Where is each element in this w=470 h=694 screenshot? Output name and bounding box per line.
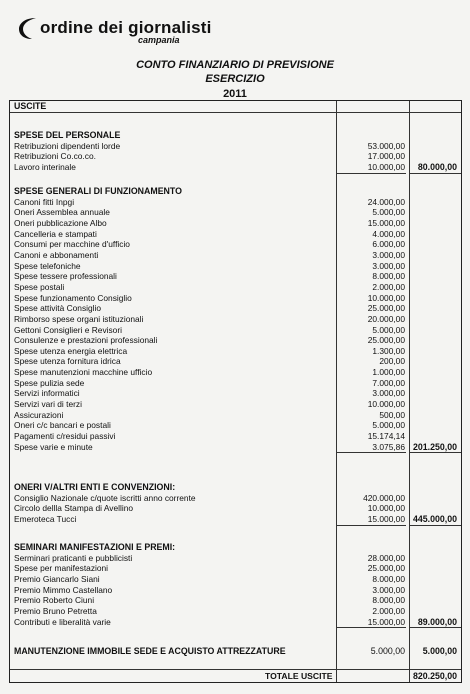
line-item xyxy=(10,420,461,431)
line-item-label: Consulenze e prestazioni professionali xyxy=(14,335,158,346)
line-item-label: Spese funzionamento Consiglio xyxy=(14,292,132,303)
line-item-label: Spese telefoniche xyxy=(14,260,81,271)
line-item-label: Serminari praticanti e pubblicisti xyxy=(14,552,133,563)
line-item-amount: 1.000,00 xyxy=(372,367,405,378)
line-item-label: Servizi vari di terzi xyxy=(14,399,82,409)
line-item xyxy=(10,606,461,617)
section-title-label: ONERI V/ALTRI ENTI E CONVENZIONI: xyxy=(14,482,176,492)
section-total: 5.000,00 xyxy=(422,646,457,656)
line-item-label: Lavoro interinale xyxy=(14,161,76,172)
line-item xyxy=(10,314,461,325)
line-item-amount: 10.000,00 xyxy=(367,503,405,514)
line-item xyxy=(10,325,461,336)
line-item xyxy=(10,261,461,272)
line-item-amount: 28.000,00 xyxy=(367,552,405,563)
grand-total-value: 820.250,00 xyxy=(412,671,457,681)
section-title-label: SPESE GENERALI DI FUNZIONAMENTO xyxy=(14,186,182,196)
line-item xyxy=(10,493,461,504)
line-item-amount: 8.000,00 xyxy=(372,271,405,282)
line-item-amount: 500,00 xyxy=(379,409,405,420)
line-item xyxy=(10,514,461,525)
line-item xyxy=(10,503,461,514)
line-item-amount: 7.000,00 xyxy=(372,377,405,388)
line-item-label: Spese pulizia sede xyxy=(14,377,85,388)
section-title xyxy=(10,130,461,141)
section-title-label: SPESE DEL PERSONALE xyxy=(14,130,121,140)
line-item-label: Spese per manifestazioni xyxy=(14,563,109,574)
line-item-label: Premio Mimmo Castellano xyxy=(14,584,113,595)
line-item-label: Rimborso spese organi istituzionali xyxy=(14,313,144,324)
grand-total-label: TOTALE USCITE xyxy=(265,671,333,681)
line-item xyxy=(10,218,461,229)
budget-table xyxy=(9,100,462,683)
line-item-amount: 200,00 xyxy=(379,356,405,367)
line-item-amount: 420.000,00 xyxy=(363,492,405,503)
line-item xyxy=(10,553,461,564)
line-item xyxy=(10,595,461,606)
line-item-amount: 3.000,00 xyxy=(372,388,405,399)
line-item-label: Consumi per macchine d'ufficio xyxy=(14,239,130,250)
line-item-amount: 8.000,00 xyxy=(372,573,405,584)
line-item-label: Retribuzioni dipendenti lorde xyxy=(14,140,121,151)
section-total: 445.000,00 xyxy=(412,513,457,524)
logo xyxy=(18,8,218,48)
line-item-label: Consiglio Nazionale c/quote iscritti anno corrente xyxy=(14,492,196,503)
line-item-label: Gettoni Consiglieri e Revisori xyxy=(14,324,122,335)
line-item-amount: 2.000,00 xyxy=(372,605,405,616)
line-item-label: Oneri Assemblea annuale xyxy=(14,207,110,218)
logo-title: ordine dei giornalisti xyxy=(40,18,212,37)
line-item-label: Spese utenza energia elettrica xyxy=(14,345,128,356)
line-item-label: Contributi e liberalità varie xyxy=(14,616,111,627)
line-item-amount: 15.000,00 xyxy=(367,513,405,524)
line-item-amount: 4.000,00 xyxy=(372,228,405,239)
line-item xyxy=(10,356,461,367)
document-year: 2011 xyxy=(223,88,247,100)
line-item xyxy=(10,442,461,453)
line-item-label: Spese attività Consiglio xyxy=(14,303,102,314)
line-item xyxy=(10,239,461,250)
line-item-label: Canoni e abbonamenti xyxy=(14,249,99,260)
line-item-amount: 3.000,00 xyxy=(372,584,405,595)
line-item-label: Emeroteca Tucci xyxy=(14,513,77,524)
line-item-label: Premio Bruno Petretta xyxy=(14,605,97,616)
line-item xyxy=(10,229,461,240)
line-item-label: Spese utenza fornitura idrica xyxy=(14,356,121,367)
line-item-label: Spese varie e minute xyxy=(14,441,93,452)
line-item-label: Assicurazioni xyxy=(14,409,64,420)
line-item xyxy=(10,399,461,410)
header-divider xyxy=(10,112,461,113)
line-item-label: Spese postali xyxy=(14,281,65,292)
section-title xyxy=(10,482,461,493)
line-item-amount: 10.000,00 xyxy=(367,292,405,303)
line-item-label: Spese tessere professionali xyxy=(14,271,117,282)
line-item-amount: 10.000,00 xyxy=(367,161,405,172)
line-item-amount: 25.000,00 xyxy=(367,303,405,314)
line-item-label: Premio Roberto Ciuni xyxy=(14,595,95,606)
line-item xyxy=(10,162,461,173)
line-item xyxy=(10,293,461,304)
section-title-label: SEMINARI MANIFESTAZIONI E PREMI: xyxy=(14,542,176,552)
section-amount: 5.000,00 xyxy=(370,646,405,656)
line-item xyxy=(10,431,461,442)
line-item-label: Circolo dellla Stampa di Avellino xyxy=(14,503,134,514)
section-title-label: MANUTENZIONE IMMOBILE SEDE E ACQUISTO ATTREZZATURE xyxy=(14,646,286,656)
section-title xyxy=(10,542,461,553)
line-item xyxy=(10,367,461,378)
line-item xyxy=(10,585,461,596)
line-item-amount: 15.000,00 xyxy=(367,218,405,228)
uscite-header: USCITE xyxy=(14,101,47,111)
logo-subtitle: campania xyxy=(138,35,180,45)
line-item-label: Servizi informatici xyxy=(14,388,80,399)
line-item xyxy=(10,378,461,389)
line-item-amount: 3.075,86 xyxy=(372,441,405,452)
line-item xyxy=(10,335,461,346)
line-item-amount: 6.000,00 xyxy=(372,239,405,250)
line-item xyxy=(10,151,461,162)
logo-swoosh-icon xyxy=(18,16,40,40)
line-item-amount: 25.000,00 xyxy=(367,335,405,346)
document-subtitle: ESERCIZIO xyxy=(205,73,265,85)
section-total: 89.000,00 xyxy=(417,616,457,627)
line-item-amount: 20.000,00 xyxy=(367,313,405,324)
line-item xyxy=(10,617,461,628)
document-title: CONTO FINANZIARIO DI PREVISIONE xyxy=(136,59,334,71)
line-item-amount: 5.000,00 xyxy=(372,420,405,431)
line-item-label: Oneri pubblicazione Albo xyxy=(14,218,107,228)
line-item-label: Retribuzioni Co.co.co. xyxy=(14,151,96,162)
section-total: 201.250,00 xyxy=(412,441,457,452)
line-item-label: Cancelleria e stampati xyxy=(14,228,97,239)
line-item-amount: 8.000,00 xyxy=(372,595,405,606)
line-item-label: Premio Giancarlo Siani xyxy=(14,573,100,584)
line-item xyxy=(10,388,461,399)
section-title xyxy=(10,186,461,197)
line-item-amount: 10.000,00 xyxy=(367,399,405,409)
line-item-label: Canoni fitti Inpgi xyxy=(14,196,75,207)
line-item xyxy=(10,197,461,208)
line-item-amount: 53.000,00 xyxy=(367,140,405,151)
section-total: 80.000,00 xyxy=(417,161,457,172)
line-item-amount: 5.000,00 xyxy=(372,324,405,335)
line-item-label: Pagamenti c/residui passivi xyxy=(14,430,116,441)
line-item-amount: 25.000,00 xyxy=(367,563,405,574)
line-item-amount: 1.300,00 xyxy=(372,345,405,356)
line-item-amount: 15.174,14 xyxy=(367,430,405,441)
grand-total-divider xyxy=(10,669,461,670)
line-item xyxy=(10,303,461,314)
line-item-amount: 2.000,00 xyxy=(372,281,405,292)
line-item-amount: 24.000,00 xyxy=(367,196,405,207)
section-title xyxy=(10,646,461,657)
line-item-amount: 17.000,00 xyxy=(367,151,405,162)
line-item xyxy=(10,141,461,152)
line-item-amount: 5.000,00 xyxy=(372,207,405,218)
line-item xyxy=(10,346,461,357)
line-item xyxy=(10,574,461,585)
grand-total-row xyxy=(10,670,461,682)
line-item xyxy=(10,563,461,574)
line-item-amount: 3.000,00 xyxy=(372,260,405,271)
line-item-amount: 15.000,00 xyxy=(367,616,405,627)
line-item xyxy=(10,271,461,282)
line-item xyxy=(10,282,461,293)
line-item xyxy=(10,250,461,261)
line-item-label: Oneri c/c bancari e postali xyxy=(14,420,111,431)
line-item xyxy=(10,207,461,218)
line-item xyxy=(10,410,461,421)
line-item-amount: 3.000,00 xyxy=(372,249,405,260)
line-item-label: Spese manutenzioni macchine ufficio xyxy=(14,367,153,378)
